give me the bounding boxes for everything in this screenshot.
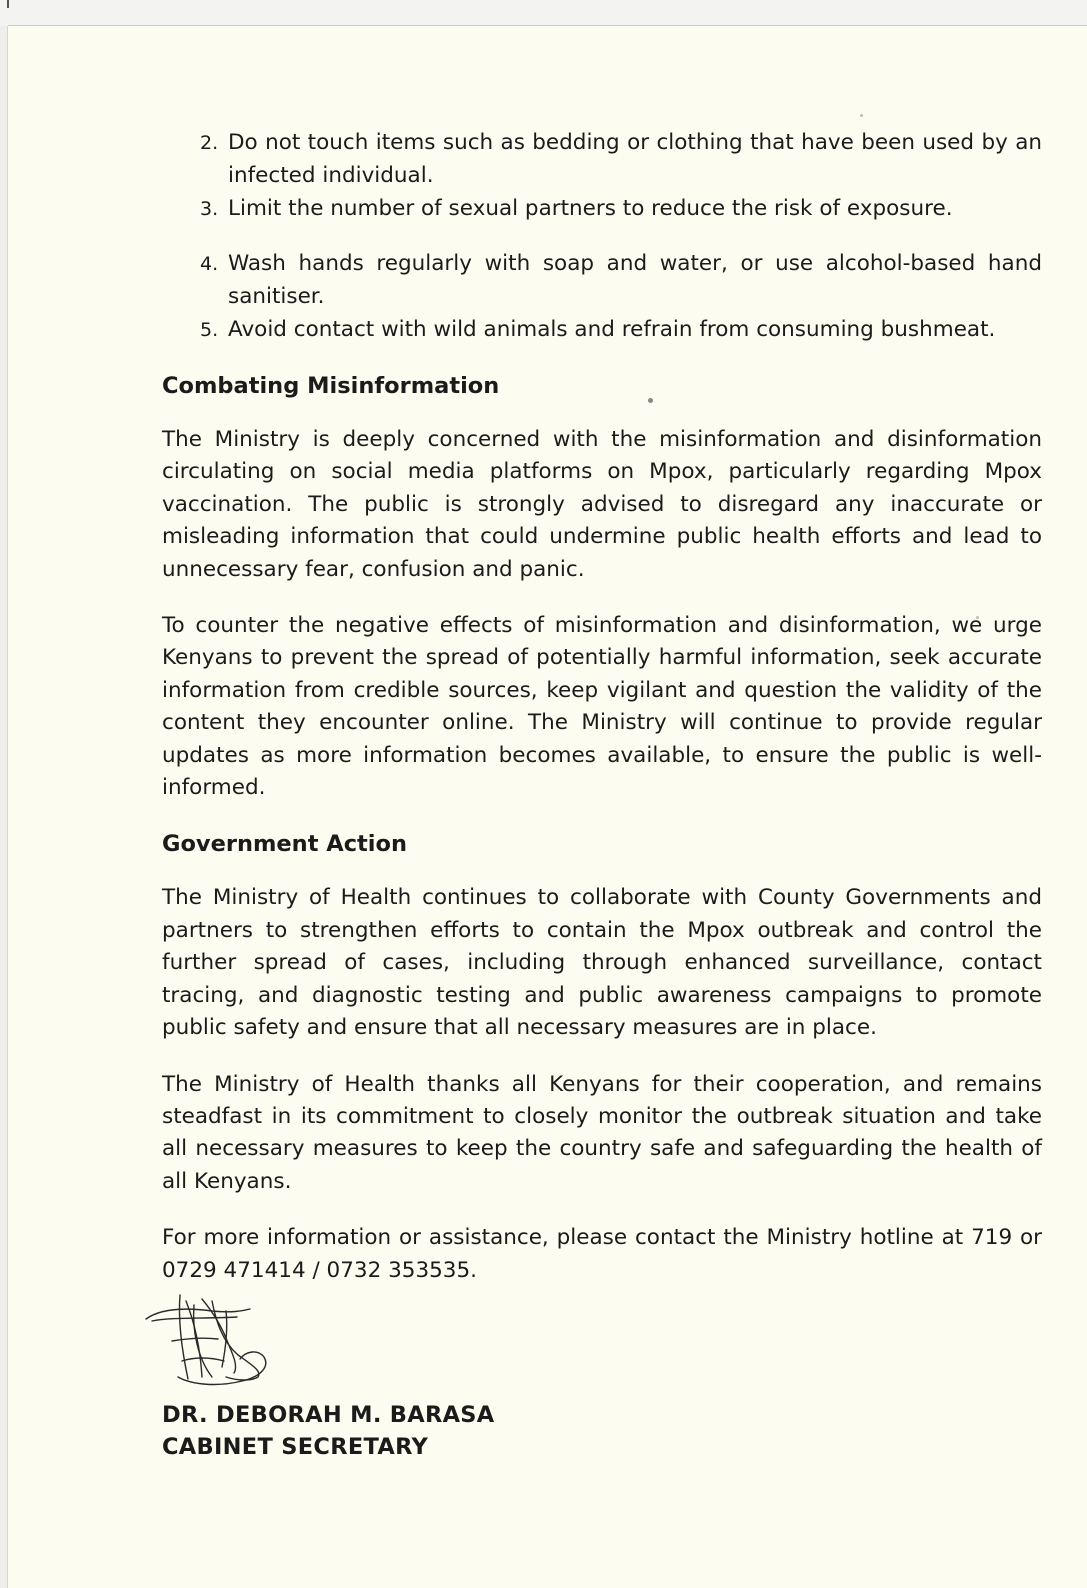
paragraph: The Ministry is deeply concerned with the misinformation and disinformation circulating on social media platforms on Mpox, particularly regarding Mpox vaccination. The public is strongly advised to disregard any inaccurate or misleading information that could undermine public health efforts and lead to unnecessary fear, confusion and panic.	[162, 427, 1042, 582]
scan-edge-mark	[7, 0, 9, 8]
precautions-list	[162, 126, 1042, 346]
list-number: 3.	[200, 198, 219, 220]
list-item	[162, 192, 1042, 225]
list-item	[162, 313, 1042, 346]
document-body	[162, 126, 1042, 1463]
list-text: Limit the number of sexual partners to reduce the risk of exposure.	[228, 196, 953, 221]
paragraph: To counter the negative effects of misinformation and disinformation, we urge Kenyans to prevent the spread of potentially harmful information, seek accurate information from credible sources, keep vigilant and question the validity of the content they encounter online. The Ministry will continue to provide regular updates as more information becomes available, to ensure the public is well-informed.	[162, 613, 1042, 801]
hotline-paragraph: For more information or assistance, please contact the Ministry hotline at 719 or 0729 471414 / 0732 353535.	[162, 1225, 1042, 1283]
signatory-name: DR. DEBORAH M. BARASA	[162, 1401, 495, 1428]
list-item	[162, 247, 1042, 313]
list-text: Do not touch items such as bedding or clothing that have been used by an infected individual.	[228, 130, 1042, 188]
document-page	[8, 26, 1087, 1588]
signatory-title: CABINET SECRETARY	[162, 1433, 429, 1460]
signature-icon	[142, 1281, 282, 1391]
handwritten-signature	[142, 1281, 282, 1391]
list-number: 4.	[200, 253, 219, 275]
list-number: 5.	[200, 319, 219, 341]
list-text: Avoid contact with wild animals and refrain from consuming bushmeat.	[228, 317, 996, 342]
section-heading-misinformation: Combating Misinformation	[162, 373, 500, 399]
list-item	[162, 126, 1042, 192]
list-number: 2.	[200, 132, 219, 154]
list-text: Wash hands regularly with soap and water, or use alcohol-based hand sanitiser.	[228, 251, 1042, 309]
section-heading-government-action: Government Action	[162, 831, 407, 858]
paragraph: The Ministry of Health thanks all Kenyans for their cooperation, and remains steadfast in its commitment to closely monitor the outbreak situation and take all necessary measures to keep the country safe and safeguarding the health of all Kenyans.	[162, 1071, 1042, 1194]
paragraph: The Ministry of Health continues to collaborate with County Governments and partners to strengthen efforts to contain the Mpox outbreak and control the further spread of cases, including through enhanced surveillance, contact tracing, and diagnostic testing and public awareness campaigns to promote public safety and ensure that all necessary measures are in place.	[162, 885, 1042, 1041]
paper-speck	[860, 114, 863, 117]
scan-top-edge	[0, 0, 1087, 26]
